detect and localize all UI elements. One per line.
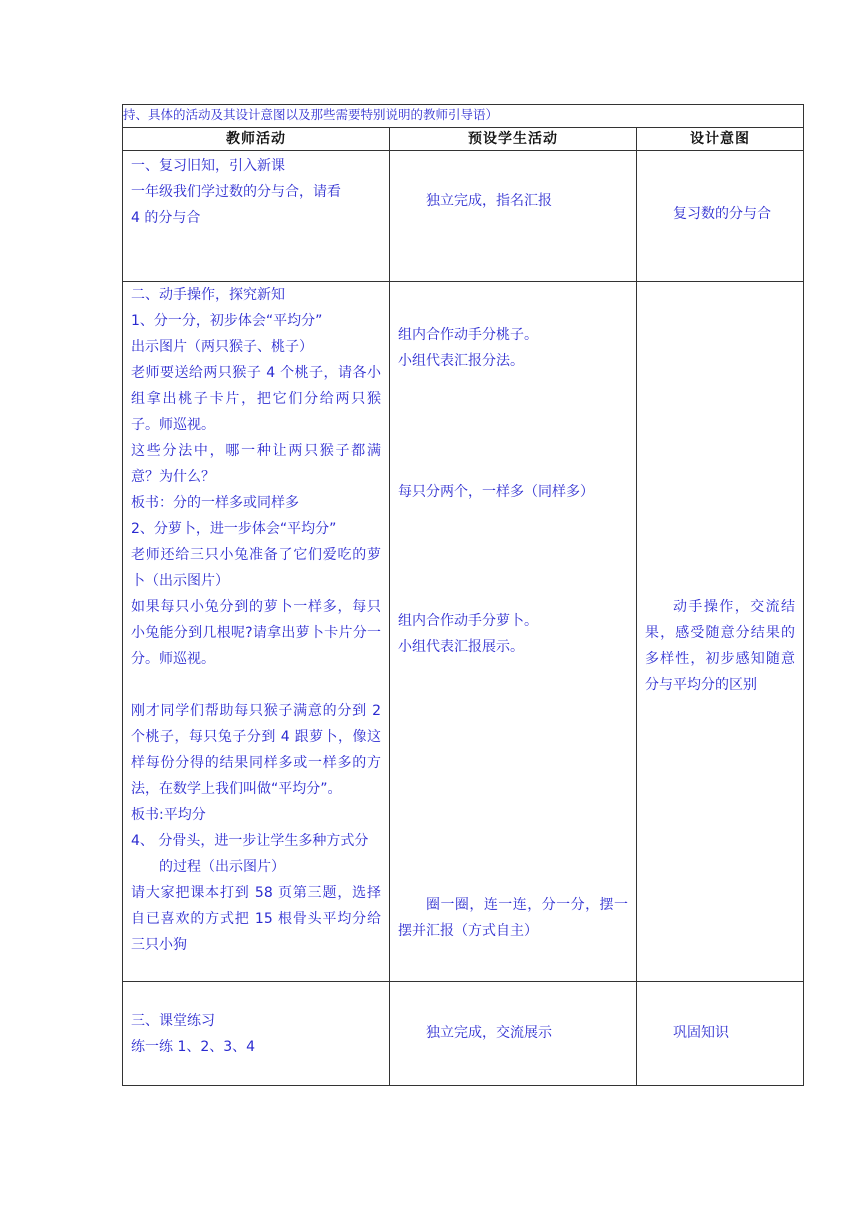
student-text: 每只分两个，一样多（同样多） (398, 484, 594, 500)
student-text: 圈一圈，连一连，分一分，摆一摆并汇报（方式自主） (398, 897, 628, 939)
section-heading: 一、复习旧知，引入新课 (131, 158, 285, 174)
teacher-cell (123, 282, 390, 982)
teacher-text: 老师还给三只小兔准备了它们爱吃的萝卜（出示图片） (131, 547, 381, 589)
teacher-text: 1、分一分，初步体会“平均分” (131, 313, 323, 329)
student-text: 组内合作动手分萝卜。 (398, 613, 538, 629)
student-cell (390, 282, 637, 982)
teacher-text: 4、 分骨头，进一步让学生多种方式分 (131, 833, 369, 849)
teacher-text: 板书:平均分 (131, 807, 206, 823)
table-row (123, 151, 804, 282)
teacher-text: 如果每只小兔分到的萝卜一样多，每只小兔能分到几根呢?请拿出萝卜卡片分一分。师巡视。 (131, 599, 381, 667)
student-text: 小组代表汇报分法。 (398, 353, 524, 369)
intent-text: 巩固知识 (673, 1025, 729, 1041)
teacher-text: 4 的分与合 (131, 210, 201, 226)
teacher-text: 刚才同学们帮助每只猴子满意的分到 2 个桃子，每只兔子分到 4 跟萝卜，像这样每份分得的结果同样多或一样多的方法，在数学上我们叫做“平均分”。 (131, 703, 381, 797)
spacer (131, 672, 381, 698)
intent-text: 动手操作，交流结果，感受随意分结果的多样性，初步感知随意分与平均分的区别 (645, 599, 796, 693)
header-design-intent: 设计意图 (637, 128, 804, 151)
student-text: 独立完成，交流展示 (426, 1025, 552, 1041)
student-cell (390, 982, 637, 1086)
student-cell (390, 151, 637, 282)
intent-text: 复习数的分与合 (673, 206, 771, 222)
teacher-text: 练一练 1、2、3、4 (131, 1039, 256, 1055)
teacher-cell (123, 151, 390, 282)
table-row (123, 982, 804, 1086)
lesson-plan-table (122, 104, 804, 1086)
student-text: 小组代表汇报展示。 (398, 639, 524, 655)
teacher-text: 的过程（出示图片） (159, 859, 285, 875)
section-heading: 二、动手操作，探究新知 (131, 287, 285, 303)
teacher-text: 出示图片（两只猴子、桃子） (131, 339, 313, 355)
section-heading: 三、课堂练习 (131, 1013, 215, 1029)
intent-cell (637, 282, 804, 982)
student-text: 组内合作动手分桃子。 (398, 327, 538, 343)
teacher-text: 老师要送给两只猴子 4 个桃子，请各小组拿出桃子卡片，把它们分给两只猴子。师巡视。 (131, 365, 381, 433)
student-text: 独立完成，指名汇报 (426, 193, 552, 209)
header-student-activity: 预设学生活动 (390, 128, 637, 151)
intro-row (123, 105, 804, 128)
intent-cell (637, 982, 804, 1086)
teacher-text: 这些分法中，哪一种让两只猴子都满意？为什么？ (131, 443, 381, 485)
teacher-text: 板书：分的一样多或同样多 (131, 495, 299, 511)
intro-text: 持、具体的活动及其设计意图以及那些需要特别说明的教师引导语） (123, 105, 804, 128)
teacher-text: 2、分萝卜，进一步体会“平均分” (131, 521, 337, 537)
intent-cell (637, 151, 804, 282)
header-row (123, 128, 804, 151)
table-row (123, 282, 804, 982)
teacher-text: 一年级我们学过数的分与合，请看 (131, 184, 341, 200)
header-teacher-activity: 教师活动 (123, 128, 390, 151)
teacher-text: 请大家把课本打到 58 页第三题，选择自已喜欢的方式把 15 根骨头平均分给三只小狗 (131, 885, 381, 953)
teacher-cell (123, 982, 390, 1086)
